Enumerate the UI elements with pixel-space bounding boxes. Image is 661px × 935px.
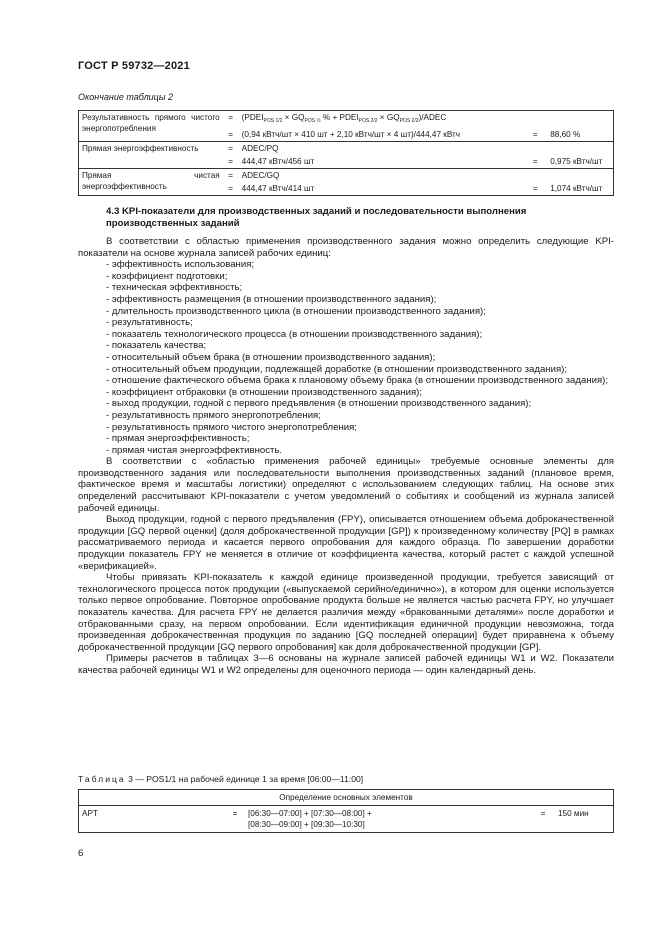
row-label: Прямая чистая энергоэффективность	[79, 169, 223, 196]
list-item: - коэффициент подготовки;	[106, 270, 228, 282]
list-item: - выход продукции, годной с первого предъявления (в отношении производственного задания);	[106, 398, 532, 410]
list-item: - эффективность использования;	[106, 259, 255, 271]
result-value: 1,074 кВтч/шт	[547, 182, 613, 196]
table-row: = (0,94 кВтч/шт × 410 шт + 2,10 кВтч/шт × 4 шт)/444,47 кВтч = 88,60 %	[79, 128, 614, 142]
paragraph-intro: В соответствии с областью применения производственного задания можно определить следующие KPI-показатели на основе журнала записей рабочих единиц:	[78, 236, 614, 259]
formula: 444,47 кВтч/456 шт	[241, 157, 315, 166]
element-name: APT	[79, 806, 226, 833]
formula: 444,47 кВтч/414 шт	[239, 182, 524, 196]
row-label: Прямая энергоэффективность	[79, 142, 223, 169]
table-row: APT = [06:30—07:00] + [07:30—08:00] + [08:30—09:00] + [09:30—10:30] = 150 мин	[79, 806, 614, 833]
list-item: - эффективность размещения (в отношении производственного задания);	[106, 293, 437, 305]
formula: (0,94 кВтч/шт × 410 шт + 2,10 кВтч/шт × 4 шт)/444,47 кВтч	[241, 130, 461, 139]
table-row: Результативность прямого чистого энергопотребления = ($PDEI_{POS 1/2} \times GQ_{POS \frac{1}{2}}$ % + $PDEI_{POS 2/2}$ × $GQ_{POS 2/2}$)/ADEC	[79, 111, 614, 129]
table3-caption: Таблица 3 — POS1/1 на рабочей единице 1 за время [06:00—11:00]	[78, 774, 364, 784]
list-item: - отношение фактического объема брака к плановому объему брака (в отношении производственного задания);	[106, 375, 609, 387]
list-item: - показатель качества;	[106, 340, 207, 352]
list-item: - длительность производственного цикла (в отношении производственного задания);	[106, 305, 486, 317]
result-value: 0,975 кВтч/шт	[547, 155, 613, 169]
kpi-list	[78, 259, 614, 456]
list-item: - показатель технологического процесса (в отношении производственного задания);	[106, 328, 483, 340]
section-body	[78, 236, 614, 677]
list-item: - относительный объем продукции, подлежащей доработке (в отношении производственного задания);	[106, 363, 568, 375]
list-item: - результативность прямого энергопотребления;	[106, 409, 321, 421]
list-item: - результативность прямого чистого энергопотребления;	[106, 421, 357, 433]
table-row: Прямая чистая энергоэффективность = ADEC/GQ	[79, 169, 614, 183]
formula: ADEC/PQ	[239, 142, 524, 156]
list-item: - результативность;	[106, 317, 193, 329]
list-item: - техническая эффективность;	[106, 282, 243, 294]
list-item: - коэффициент отбраковки (в отношении производственного задания);	[106, 386, 423, 398]
paragraph: Выход продукции, годной с первого предъявления (FPY), описывается отношением объема доброкачественной продукции [GQ первой оценки] (доля доброкачественной продукции [GP]) к произведенному количеству [PQ] в рамках рассматриваемого периода и касается первого опробования для каждого образца. По завершении доработки продукции показатель FPY не меняется в отличие от коэффициента качества, который растет с каждой успешной «верификацией».	[78, 514, 614, 572]
result-value: 150 мин	[555, 806, 614, 833]
list-item: - прямая энергоэффективность;	[106, 433, 250, 445]
paragraph: Чтобы привязать KPI-показатель к каждой единице произведенной продукции, требуется зависящий от технологического процесса поток продукции («выпускаемой серийно/единично»), в котором для оценки используется только первое опробование. Повторное опробование продукта больше не является частью расчета FPY, но улучшает показатель качества. Для расчета FPY не делается различия между «бракованными деталями» после доработки и отбракованными сразу, на первом опробовании. Если идентификация единичной продукции невозможна, тогда произведенная доброкачественная продукция по заданию [GQ последней операции] будет приравнена к объему доброкачественной продукции [GQ первого опробования] как доля доброкачественной продукции [GP].	[78, 572, 614, 653]
formula: ADEC/GQ	[239, 169, 524, 183]
table3	[78, 789, 614, 833]
row-label: Результативность прямого чистого энергопотребления	[79, 111, 223, 142]
page-number: 6	[78, 848, 84, 859]
table-header	[79, 790, 614, 806]
paragraph: В соответствии с «областью применения рабочей единицы» требуемые основные элементы для производственного задания или последовательности выполнения производственных заданий (плановое время, фактическое время и масштабы логистики) определяют с использованием следующих таблиц. На основе этих определений рассчитывают KPI-показатели с учетом уведомлений о событиях и сообщений из журнала записей рабочей единицы.	[78, 456, 614, 514]
formula: ($PDEI_{POS 1/2} \times GQ_{POS \frac{1}{2}}$ % + $PDEI_{POS 2/2}$ × $GQ_{POS 2/2}$)/ADEC	[239, 111, 524, 129]
list-item: - относительный объем брака (в отношении производственного задания);	[106, 351, 436, 363]
table2-continuation-caption: Окончание таблицы 2	[78, 92, 173, 102]
list-item: - прямая чистая энергоэффективность.	[106, 444, 283, 456]
table-row: Прямая энергоэффективность = ADEC/PQ	[79, 142, 614, 156]
result-value: 88,60 %	[547, 128, 613, 142]
standard-id: ГОСТ Р 59732—2021	[78, 60, 190, 72]
formula: [06:30—07:00] + [07:30—08:00] + [08:30—09:00] + [09:30—10:30]	[245, 806, 531, 833]
table3-header: Определение основных элементов	[79, 790, 614, 806]
paragraph: Примеры расчетов в таблицах 3—6 основаны на журнале записей рабочей единицы W1 и W2. Показатели качества рабочей единицы W1 и W2 определены для оценочного периода — один календарный день.	[78, 653, 614, 676]
table2	[78, 110, 614, 196]
table-row: = 444,47 кВтч/414 шт = 1,074 кВтч/шт	[79, 182, 614, 196]
section-heading: 4.3 KPI-показатели для производственных заданий и последовательности выполнения производственных заданий	[106, 206, 527, 229]
table-row: = 444,47 кВтч/456 шт = 0,975 кВтч/шт	[79, 155, 614, 169]
